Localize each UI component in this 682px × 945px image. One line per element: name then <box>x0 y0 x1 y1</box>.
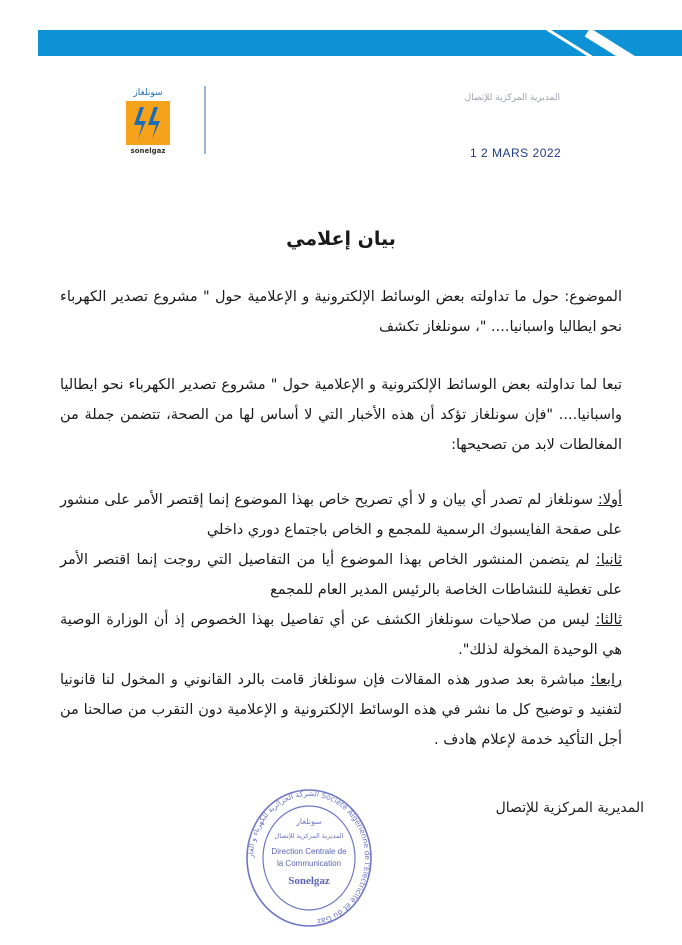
sonelgaz-logo <box>118 88 178 160</box>
header-department: المديرية المركزية للإتصال <box>464 93 560 103</box>
point-label: ثالثا: <box>595 612 622 628</box>
point-text: مباشرة بعد صدور هذه المقالات فإن سونلغاز قامت بالرد القانوني و المخول لنا قانونيا لتفنيد و توضيح كل ما نشر في هذه الوسائط الإلكترونية و الإعلامية دون التقرب من صالحنا من أجل التأكيد خدمة لإعلام هادف . <box>60 672 622 748</box>
stamp-line1: Direction Centrale de <box>271 847 347 856</box>
logo-text-arabic: سونلغاز <box>133 88 163 98</box>
point-text: لم يتضمن المنشور الخاص بهذا الموضوع أيا من التفاصيل التي روجت إنما اقتصر الأمر على تغطية للنشاطات الخاصة بالرئيس المدير العام للمجمع <box>60 552 622 598</box>
list-item <box>60 485 622 545</box>
point-label: ثانيا: <box>595 552 622 568</box>
point-text: سونلغاز لم تصدر أي بيان و لا أي تصريح خاص بهذا الموضوع إنما إقتصر الأمر على منشور على صفحة الفايسبوك الرسمية للمجمع و الخاص باجتماع دوري داخلي <box>60 492 622 538</box>
signature-department: المديرية المركزية للإتصال <box>495 800 644 816</box>
logo-mark <box>126 101 170 145</box>
point-label: أولا: <box>597 492 622 508</box>
stamp-ring-text: الشركة الجزائرية للكهرباء و الغاز Société Algérienne de l'Electricité et du Gaz <box>245 788 373 927</box>
lightning-mark-icon <box>126 101 170 145</box>
stamp-bottom: Sonelgaz <box>288 875 330 887</box>
document-date: 1 2 MARS 2022 <box>470 146 562 160</box>
points-list <box>60 485 622 755</box>
list-item <box>60 605 622 665</box>
subject-paragraph: الموضوع: حول ما تداولته بعض الوسائط الإلكترونية و الإعلامية حول " مشروع تصدير الكهرباء نحو ايطاليا واسبانيا.... "، سونلغاز تكشف <box>60 289 622 335</box>
intro-paragraph: تبعا لما تداولته بعض الوسائط الإلكترونية و الإعلامية حول " مشروع تصدير الكهرباء نحو ايطاليا واسبانيا.... "فإن سونلغاز تؤكد أن هذه الأخبار التي لا أساس لها من الصحة، تتضمن جملة من المغالطات لابد من تصحيحها: <box>60 377 622 453</box>
header-divider <box>204 86 206 154</box>
point-label: رابعا: <box>590 672 622 688</box>
point-text: ليس من صلاحيات سونلغاز الكشف عن أي تفاصيل بهذا الخصوص إذ أن الوزارة الوصية هي الوحيدة المخولة لذلك". <box>60 612 622 658</box>
official-stamp <box>244 788 374 928</box>
list-item <box>60 545 622 605</box>
stamp-mid-arabic: المديرية المركزية للإتصال <box>274 832 344 840</box>
stamp-line2: la Communication <box>276 859 342 868</box>
list-item <box>60 665 622 755</box>
stamp-top-arabic: سونلغاز <box>296 817 322 826</box>
document-title: بيان إعلامي <box>286 228 396 250</box>
logo-text-english: sonelgaz <box>130 147 166 155</box>
